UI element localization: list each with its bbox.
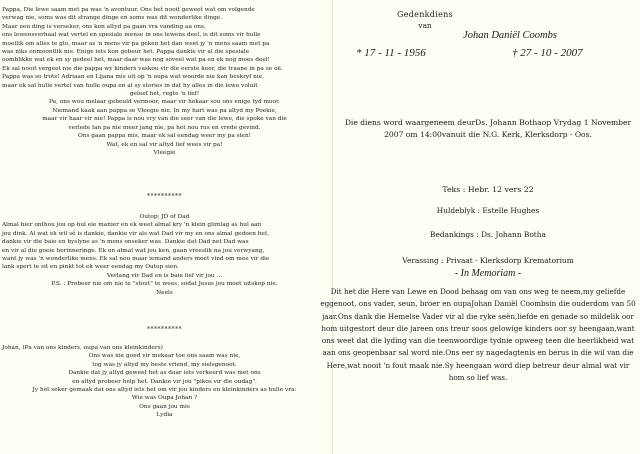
- tribute-line: Almal hier onthou jou op hul eie manier en ek weet almal kry 'n klein glimlag as hul aan: [2, 222, 262, 229]
- tribute-vleegie: [2, 6, 327, 157]
- memoriam-line: en ons treur soos gelowige kinders oor sy heengaan,: [424, 323, 617, 333]
- tributes-column: [2, 0, 327, 454]
- memoriam-line: liefde en genade so mildelik oor hom uitgestort deur die jare: [321, 311, 634, 333]
- tribute-line: tog was jy altyd my beste vriend, my sielsgenoot.: [92, 361, 237, 368]
- separator-stars: **********: [147, 193, 182, 200]
- memoriam-text: [320, 286, 636, 384]
- tribute-line: ons lewensverhaal wat vertel en spesiale mense in ons lewens deel, is dit soms vir hulle: [2, 32, 261, 39]
- tribute-line: Maar een ding is verseker, ons kon altyd pa gaan vra vanding aa ons,: [2, 23, 206, 30]
- tribute-line: Niemand kaak aan pappa se Vleegie nie. In my hart was pa altyd my Poekie,: [52, 107, 277, 114]
- tribute-line: Pa, ons wou melaar gebeuld vermoor, maar vir hekaar sou ons enige tyd moor.: [48, 99, 281, 106]
- tribute-line: jou dink. Al wat ek wil sê is dankie, dankie vir als wat Dad vir my en ons almal gedoen het,: [2, 230, 270, 237]
- thanks-line: Bedankings : Ds. Johann Botha: [430, 230, 546, 239]
- tribute-line: want jy was 'n wonderlike mens. Ek sal nou maar iemand anders moet vind om mee vir die: [2, 256, 270, 263]
- deceased-name: Johan Daniël Coombs: [463, 30, 557, 41]
- memoriam-line: in die ouderdom van 50 jaar.: [322, 299, 636, 321]
- sermon-text: Teks : Hebr. 12 vers 22: [442, 185, 534, 194]
- memoriam-line: wat nooit 'n fout maak nie.: [347, 360, 445, 370]
- tribute-lydia: [2, 344, 327, 420]
- memoriam-line: Sy heengaan word diep betreur deur almal wat vir hom so lief was.: [444, 360, 630, 383]
- separator-stars: **********: [147, 326, 182, 333]
- tribute-line: Pappa, Die lewe saam met pa was 'n avontuur. Ons het nooit geweet wat om volgende: [2, 7, 255, 13]
- tribute-line: Vleegie: [153, 149, 176, 156]
- service-line: Die diens word waargeneem deur: [344, 118, 476, 127]
- tribute-line: lank spert te sit en pinkt tot ek weer eendag my Outop sien.: [2, 264, 179, 271]
- tribute-line: Ons was nie goed vir mekaar toe ons saam was nie,: [88, 353, 241, 360]
- tribute-line: verwag nie, soms was dit strange dinge en soms was dit wonderlike dinge.: [2, 15, 223, 22]
- tribute-line: en vir al die goeie herinneringe. Ek en almal wat jou ken, gaan vreeslik na jou verwyang,: [2, 247, 265, 254]
- tribute-line: maar vir haar vir nie! Pappa is nou vry van die seer van die lewe, die spoke van die: [42, 116, 287, 123]
- birth-date: * 17 - 11 - 1956: [356, 47, 426, 59]
- tribute-line: en altyd probeer help het. Dankie vir jou "pikos vir die oudag".: [72, 378, 257, 385]
- header-title: Gedenkdiens: [397, 10, 453, 19]
- tribute-line: Outop; JD of Dad: [139, 214, 190, 220]
- tribute-line: was niks onmoontlik nie. Enige iets kon gebeur het. Pappa dankie vir al die spesiale: [2, 49, 250, 56]
- tribute-line: Ons gaan pappa mis, maar ek sal eendag weer my pa sien!: [77, 133, 252, 140]
- tribute-line: oomblikke wat ek en sy gedeel het, maar daar was nog soveel wat pa en ek nog moes deel!: [2, 57, 270, 64]
- tribute-line: maar ek sal hulle vertel van hulle oupa en al sy stories in dat hy alles in die lewe voluit: [2, 82, 258, 89]
- memoriam-line: Ons dank die Hemelse Vader vir al die ryke seën,: [337, 311, 518, 321]
- tribute-line: Lydia: [156, 412, 173, 419]
- memoriam-line: my geliefde eggenoot, ons vader, seun, broer en oupa: [320, 287, 626, 309]
- service-line: vanuit die N.G. Kerk, Klerksdorp - Oos.: [441, 129, 592, 139]
- tribute-line: Pappa was so trots! Adriaan en Lijana mis uit op 'n oupa wat woorde nie kan beskryf nie,: [2, 74, 265, 81]
- tribute-line: Ek sal nooit vergeet nie die pappa wy kinders vaskou vir die eerste keer, die traane in pa se oë.: [2, 65, 283, 72]
- death-date: † 27 - 10 - 2007: [512, 47, 583, 59]
- tribute-line: dankie vir die baie en byslyne as 'n mens onseker was. Dankie dat Dad net Dad was: [2, 239, 249, 246]
- service-line: Ds. Johann Botha: [475, 118, 542, 127]
- memoriam-line: Dit het die Here van Lewe en Dood behaag om van ons weg te neem,: [330, 287, 583, 296]
- tribute-line: geleef het, regte 'n lief!: [129, 91, 200, 98]
- tribute-line: Johan, (Pa van ons kinders, oupa van ons kleinkinders): [2, 345, 163, 351]
- tribute-line: Jy het seker gemaak dat ons altyd iets het om vir jou kinders en kleinkinders as hulle vra:: [32, 387, 297, 394]
- tribute-line: Huldeblyk : Estelle Hughes: [436, 206, 540, 215]
- tribute-line: Ons gaan jou mis: [139, 403, 190, 410]
- memoriam-line: want ons weet dat die lyding van die teenwoordige tyd: [321, 323, 635, 346]
- tribute-line: Verlang vir Dad en is baie lief vir jou ...: [106, 272, 223, 279]
- header-van: van: [418, 21, 432, 30]
- tribute-line: Neels: [156, 289, 173, 296]
- tribute-line: P.S. : Probeer nie om nie te "stout" te wees, sodat Jesus jou moet uitskop nie.: [51, 281, 278, 288]
- tribute-line: verlede lan pa nie meer jang nie, pa het nou rus en vrede gevind.: [68, 124, 261, 131]
- memoriam-title: - In Memoriam -: [454, 268, 522, 279]
- memoriam-line: Johan Daniël Coombs: [471, 299, 550, 309]
- service-details: [340, 117, 636, 140]
- tribute-line: Wat, ek en sal vir altyd lief wees vir pa!: [106, 141, 223, 148]
- tribute-neels: [2, 213, 327, 297]
- tribute-line: Dankie dat jy altyd geweet het as daar iets verkeerd was met ons: [68, 370, 261, 377]
- service-column: [320, 0, 636, 454]
- cremation-line: Verassing : Privaat - Klerksdorp Krematorium: [402, 256, 574, 265]
- tribute-line: moeilik om alles te glo, maar as 'n mens vir pa geken het dan weet jy 'n mens saam met pa: [2, 40, 270, 47]
- memoriam-line: nie opweeg teen die heerlikheid wat aan ons geopenbaar sal word nie.: [322, 336, 635, 358]
- fold-line: [332, 0, 333, 454]
- tribute-line: Wie was Oupa Johan ?: [131, 395, 198, 402]
- service-line: op Vrydag 1 November 2007 om 14:00: [384, 118, 632, 139]
- memoriam-line: Ons eer sy nagedagtenis en berus in die wil van die Here,: [326, 348, 634, 370]
